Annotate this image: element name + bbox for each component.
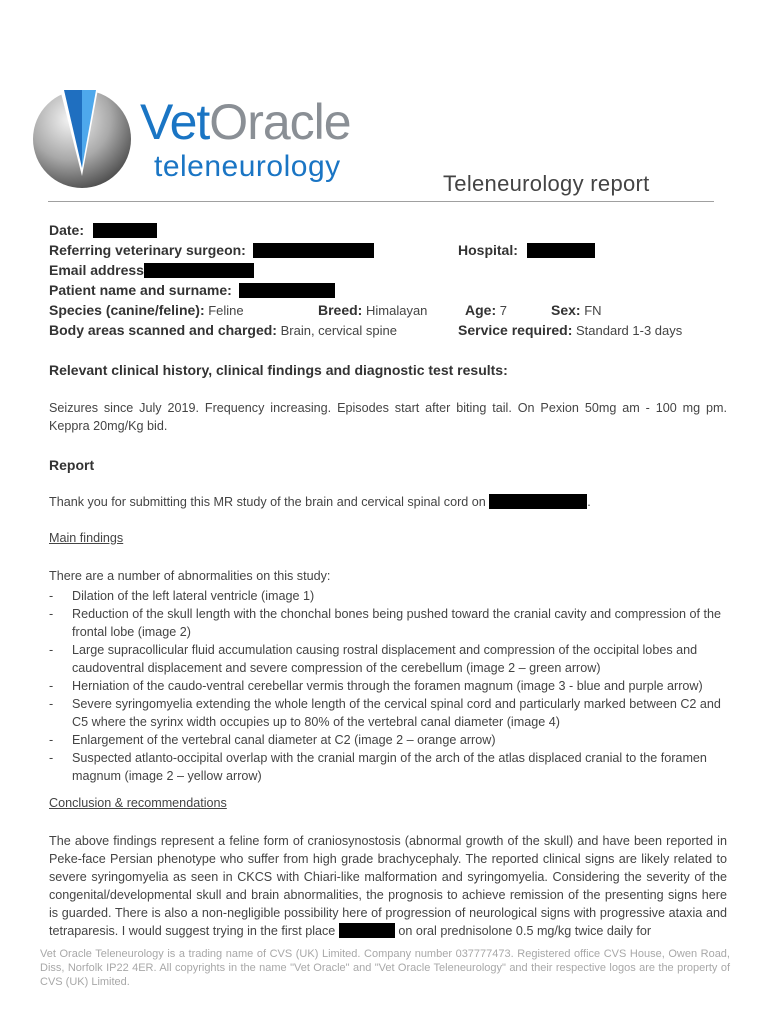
logo-sphere-icon — [32, 86, 136, 190]
breed-value: Himalayan — [365, 303, 428, 318]
email-field — [49, 262, 254, 279]
redacted-email — [144, 263, 254, 278]
patient-field — [49, 282, 335, 299]
sex-field — [551, 302, 602, 319]
referring-label: Referring veterinary surgeon: — [49, 242, 246, 258]
conclusion-text-b: on oral prednisolone 0.5 mg/kg twice daily for — [398, 924, 652, 938]
list-item: - Severe syringomyelia extending the whole length of the cervical spinal cord and particularly marked between C2 and C5 where the syrinx width occupies up to 80% of the vertebral canal diameter (image 4) — [49, 695, 727, 731]
list-item: - Enlargement of the vertebral canal diameter at C2 (image 2 – orange arrow) — [49, 731, 727, 749]
list-item: - Suspected atlanto-occipital overlap with the cranial margin of the arch of the atlas displaced cranial to the foramen magnum (image 2 – yellow arrow) — [49, 749, 727, 785]
logo-wordmark — [140, 94, 351, 150]
report-intro — [49, 493, 727, 511]
age-value: 7 — [499, 303, 507, 318]
logo-wordmark-oracle: Oracle — [209, 94, 351, 150]
species-value: Feline — [208, 303, 244, 318]
report-heading: Report — [49, 457, 95, 473]
history-heading: Relevant clinical history, clinical findings and diagnostic test results: — [49, 362, 508, 378]
redacted-referring-surgeon — [253, 243, 374, 258]
conclusion-heading: Conclusion & recommendations — [49, 796, 227, 810]
age-label: Age: — [465, 302, 497, 318]
redacted-study-date — [489, 494, 587, 509]
body-areas-field — [49, 322, 397, 339]
main-findings-heading: Main findings — [49, 531, 124, 545]
history-text: Seizures since July 2019. Frequency increasing. Episodes start after biting tail. On Pexion 50mg am - 100 mg pm. Keppra 20mg/Kg bid. — [49, 401, 727, 433]
patient-label: Patient name and surname: — [49, 282, 232, 298]
logo-subtitle: teleneurology — [154, 150, 341, 183]
footer-legal: Vet Oracle Teleneurology is a trading name of CVS (UK) Limited. Company number 037777473. Registered office CVS House, Owen Road, Diss, Norfolk IP22 4ER. All copyrights in the name "Vet Oracle" and "Vet Oracle Teleneurology" and their respective logos are the property of CVS (UK) Limited. — [40, 948, 730, 988]
body-areas-label: Body areas scanned and charged: — [49, 322, 277, 338]
redacted-hospital — [527, 243, 595, 258]
vet-oracle-logo — [32, 86, 392, 196]
breed-label: Breed: — [318, 302, 363, 318]
list-item: - Reduction of the skull length with the chonchal bones being pushed toward the cranial cavity and compression of the frontal lobe (image 2) — [49, 605, 727, 641]
redacted-drug — [339, 923, 395, 938]
logo-wordmark-vet: Vet — [140, 94, 210, 150]
title-divider — [48, 201, 714, 202]
date-label: Date: — [49, 222, 85, 238]
report-intro-text: Thank you for submitting this MR study of the brain and cervical spinal cord on — [49, 495, 486, 509]
redacted-patient-name — [239, 283, 335, 298]
conclusion-text — [49, 832, 727, 940]
date-field — [49, 222, 157, 239]
redacted-date — [93, 223, 157, 238]
service-value: Standard 1-3 days — [576, 323, 683, 338]
conclusion-text-a: The above findings represent a feline form of craniosynostosis (abnormal growth of the skull) and have been reported in Peke-face Persian phenotype who suffer from high grade brachycephaly. The reported clinical signs are likely related to severe syringomyelia as seen in CKCS with Chiari-like malformation and syringomyelia. Considering the severity of the congenital/developmental skull and brain abnormalities, the prognosis to achieve remission of the presenting signs here is guarded. There is also a non-negligible possibility here of progression of neurological signs with progressive ataxia and tetraparesis. I would suggest trying in the first place — [49, 834, 727, 938]
main-findings-lead: There are a number of abnormalities on this study: — [49, 569, 331, 583]
body-areas-value: Brain, cervical spine — [280, 323, 397, 338]
service-label: Service required: — [458, 322, 573, 338]
findings-list — [49, 587, 727, 785]
species-field — [49, 302, 244, 319]
service-field — [458, 322, 682, 339]
list-item: - Large supracollicular fluid accumulation causing rostral displacement and compression of the occipital lobes and caudoventral displacement and severe compression of the cerebellum (image 2 – green arrow) — [49, 641, 727, 677]
sex-label: Sex: — [551, 302, 581, 318]
report-title: Teleneurology report — [443, 171, 650, 196]
list-item: - Dilation of the left lateral ventricle (image 1) — [49, 587, 727, 605]
list-item: - Herniation of the caudo-ventral cerebellar vermis through the foramen magnum (image 3 - blue and purple arrow) — [49, 677, 727, 695]
report-intro-end: . — [587, 495, 591, 509]
sex-value: FN — [584, 303, 602, 318]
hospital-label: Hospital: — [458, 242, 518, 258]
hospital-field — [458, 242, 595, 259]
species-label: Species (canine/feline): — [49, 302, 205, 318]
age-field — [465, 302, 507, 319]
breed-field — [318, 302, 427, 319]
referring-field — [49, 242, 374, 259]
email-label: Email address — [49, 262, 144, 278]
